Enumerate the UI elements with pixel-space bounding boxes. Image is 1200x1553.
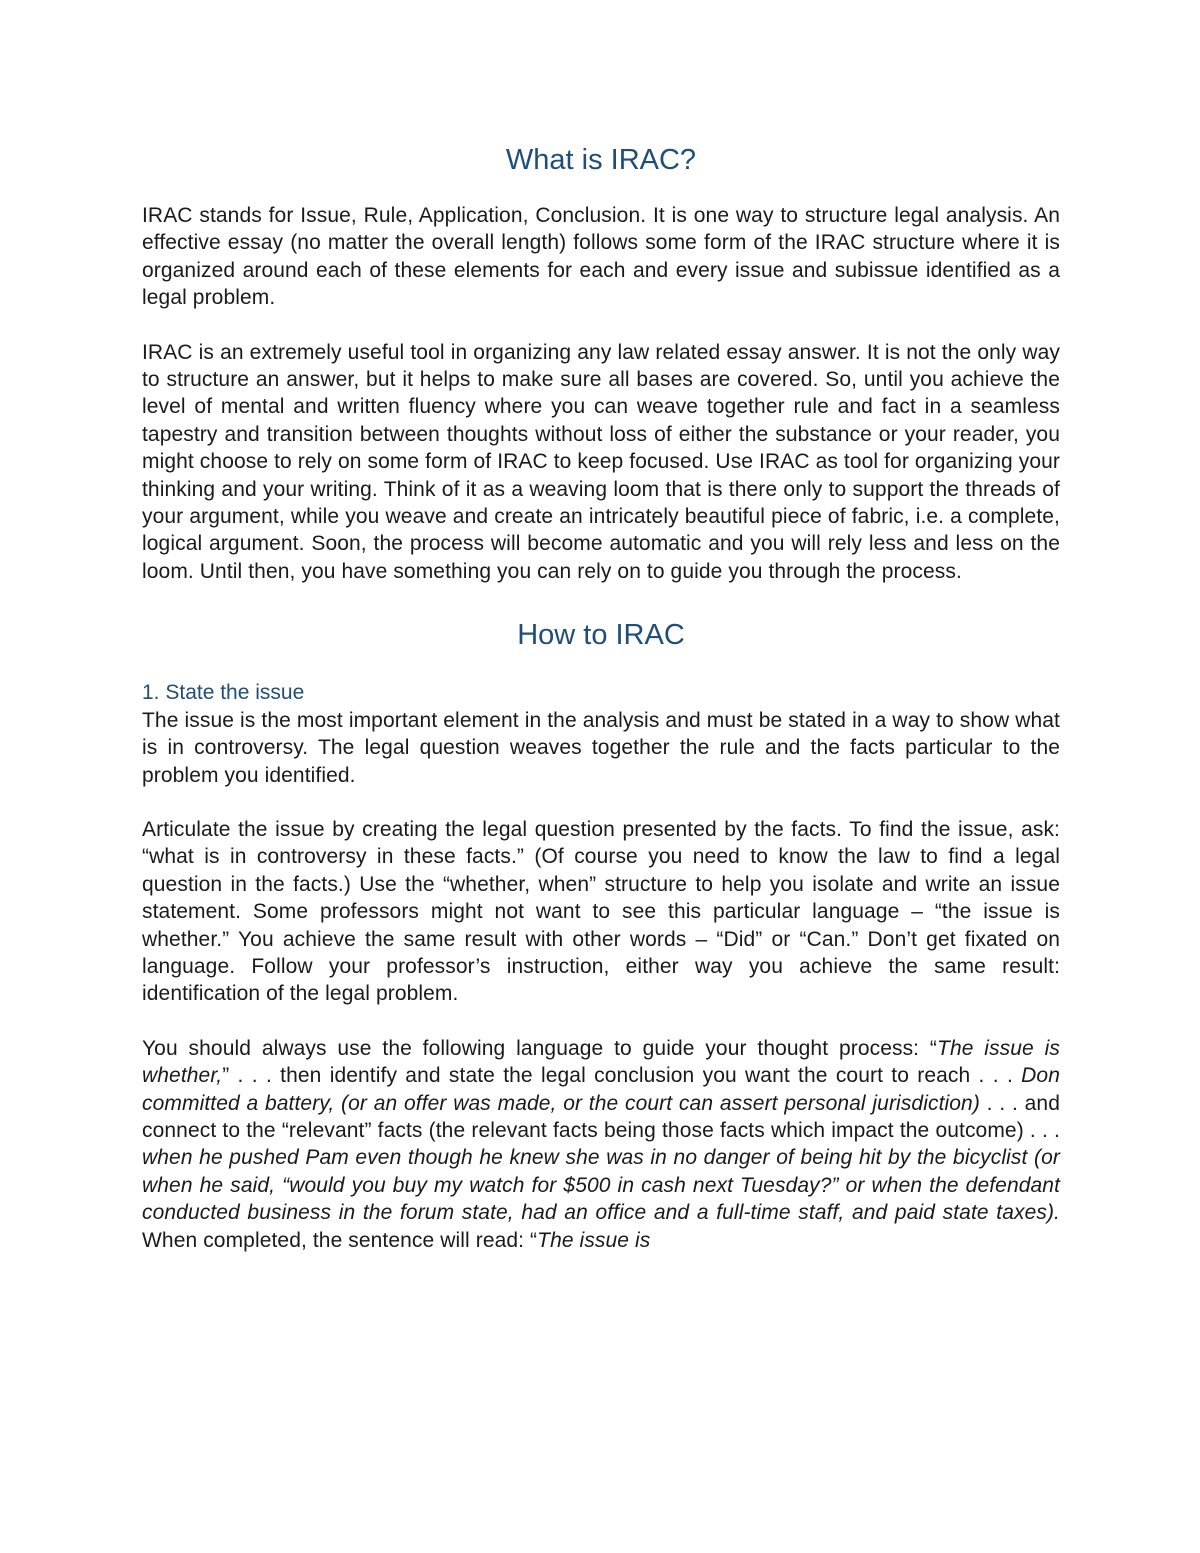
paragraph-issue-importance: The issue is the most important element in the analysis and must be stated in a way to show what is in controversy. The legal question weaves together the rule and the facts particular to the problem you identified.: [142, 708, 1060, 787]
text-segment: . . . and connect to the “relevant” facts (the relevant facts being those facts which impact the outcome) . . .: [142, 1091, 1060, 1142]
heading-what-is-irac: What is IRAC?: [505, 144, 697, 176]
paragraph-issue-language: [142, 1035, 1060, 1254]
text-segment: When completed, the sentence will read: “: [142, 1228, 538, 1252]
document-page: [142, 138, 1060, 1281]
italic-segment: when he pushed Pam even though he knew she was in no danger of being hit by the bicyclist (or when he said, “would you buy my watch for $500 in cash next Tuesday?” or when the defendant conducted business in the forum state, had an office and a full-time staff, and paid state taxes).: [142, 1146, 1060, 1225]
paragraph-irac-usefulness: IRAC is an extremely useful tool in organizing any law related essay answer. It is not the only way to structure an answer, but it helps to make sure all bases are covered. So, until you achieve the level of mental and written fluency where you can weave together rule and fact in a seamless tapestry and transition between thoughts without loss of either the substance or your reader, you might choose to rely on some form of IRAC to keep focused. Use IRAC as tool for organizing your thinking and your writing. Think of it as a weaving loom that is there only to support the threads of your argument, while you weave and create an intricately beautiful piece of fabric, i.e. a complete, logical argument. Soon, the process will become automatic and you will rely less and less on the loom. Until then, you have something you can rely on to guide you through the process.: [142, 340, 1060, 583]
heading-how-to-irac: How to IRAC: [517, 619, 685, 652]
text-segment: You should always use the following language to guide your thought process: “: [142, 1036, 938, 1060]
italic-segment: Don committed a battery, (or an offer was made, or the court can assert personal jurisdiction): [142, 1064, 1060, 1115]
italic-segment: The issue is: [537, 1228, 651, 1252]
paragraph-irac-definition: IRAC stands for Issue, Rule, Application, Conclusion. It is one way to structure legal analysis. An effective essay (no matter the overall length) follows some form of the IRAC structure where it is organized around each of these elements for each and every issue and subissue identified as a legal problem.: [142, 204, 1060, 310]
step-1-title: 1. State the issue: [142, 681, 305, 705]
italic-segment: The issue is whether,: [142, 1036, 1060, 1088]
paragraph-articulate-issue: Articulate the issue by creating the legal question presented by the facts. To find the issue, ask: “what is in controversy in these facts.” (Of course you need to know the law to find a legal question in the facts.) Use the “whether, when” structure to help you isolate and write an issue statement. Some professors might not want to see this particular language – “the issue is whether.” You achieve the same result with other words – “Did” or “Can.” Don’t get fixated on language. Follow your professor’s instruction, either way you achieve the same result: identification of the legal problem.: [142, 817, 1060, 1006]
text-segment: ” . . . then identify and state the legal conclusion you want the court to reach . . .: [222, 1064, 1022, 1088]
